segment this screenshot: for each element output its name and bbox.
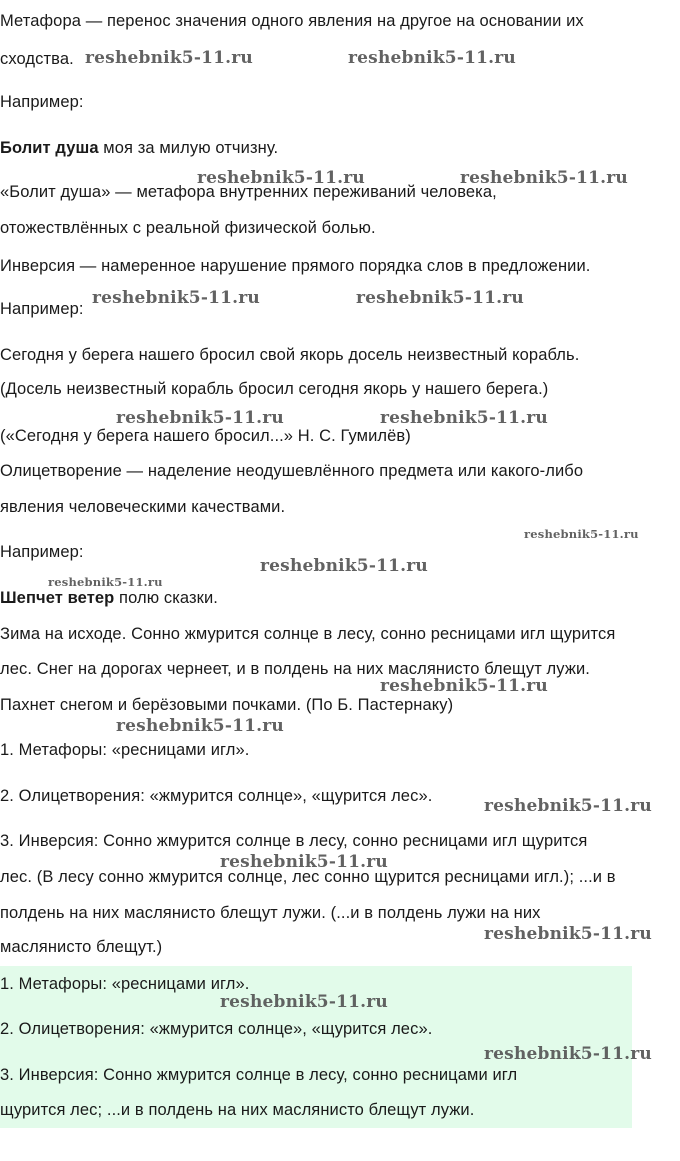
metaphor-example-rest: моя за милую отчизну. — [98, 139, 279, 157]
personification-example — [0, 588, 218, 608]
watermark: reshebnik5-11.ru — [220, 852, 388, 872]
personification-definition-line-1: Олицетворение — наделение неодушевлённого предмета или какого-либо — [0, 462, 584, 480]
metaphor-explanation-line-2: отожествлённых с реальной физической болью. — [0, 219, 376, 237]
watermark: reshebnik5-11.ru — [348, 48, 516, 68]
personification-definition-line-2: явления человеческими качествами. — [0, 498, 286, 516]
analysis-item-inversion-line-3: полдень на них маслянисто блещут лужи. (...и в полдень лужи на них — [0, 904, 541, 922]
watermark: reshebnik5-11.ru — [356, 288, 524, 308]
answer-item-inversion-line-2: щурится лес; ...и в полдень на них маслянисто блещут лужи. — [0, 1101, 475, 1119]
personification-example-rest: полю сказки. — [114, 589, 218, 607]
inversion-definition: Инверсия — намеренное нарушение прямого порядка слов в предложении. — [0, 257, 591, 275]
analysis-item-inversion-line-2: лес. (В лесу сонно жмурится солнце, лес сонно щурится ресницами игл.); ...и в — [0, 868, 616, 886]
watermark: reshebnik5-11.ru — [260, 556, 428, 576]
analysis-item-inversion-line-4: маслянисто блещут.) — [0, 938, 163, 956]
metaphor-definition-line-2: сходства. — [0, 50, 74, 68]
metaphor-definition-line-1: Метафора — перенос значения одного явления на другое на основании их — [0, 12, 584, 30]
watermark: reshebnik5-11.ru — [48, 575, 163, 589]
watermark: reshebnik5-11.ru — [484, 924, 652, 944]
metaphor-example-bold: Болит душа — [0, 139, 99, 157]
example-label: Например: — [0, 93, 84, 111]
example-label: Например: — [0, 543, 84, 561]
metaphor-example — [0, 138, 278, 158]
watermark: reshebnik5-11.ru — [92, 288, 260, 308]
inversion-example: Сегодня у берега нашего бросил свой якорь досель неизвестный корабль. — [0, 346, 580, 364]
source-text-line-2: лес. Снег на дорогах чернеет, и в полдень на них маслянисто блещут лужи. — [0, 660, 590, 678]
example-label: Например: — [0, 300, 84, 318]
watermark: reshebnik5-11.ru — [380, 676, 548, 696]
inversion-source: («Сегодня у берега нашего бросил...» Н. С. Гумилёв) — [0, 427, 411, 445]
watermark: reshebnik5-11.ru — [524, 527, 639, 541]
watermark: reshebnik5-11.ru — [116, 716, 284, 736]
watermark: reshebnik5-11.ru — [380, 408, 548, 428]
inversion-direct-order: (Досель неизвестный корабль бросил сегодня якорь у нашего берега.) — [0, 380, 549, 398]
watermark: reshebnik5-11.ru — [460, 168, 628, 188]
watermark: reshebnik5-11.ru — [197, 168, 365, 188]
answer-item-inversion-line-1: 3. Инверсия: Сонно жмурится солнце в лесу, сонно ресницами игл — [0, 1066, 518, 1084]
watermark: reshebnik5-11.ru — [484, 1044, 652, 1064]
answer-item-metaphors: 1. Метафоры: «ресницами игл». — [0, 975, 250, 993]
analysis-item-personifications: 2. Олицетворения: «жмурится солнце», «щурится лес». — [0, 787, 433, 805]
source-text-line-3: Пахнет снегом и берёзовыми почками. (По Б. Пастернаку) — [0, 696, 454, 714]
watermark: reshebnik5-11.ru — [484, 796, 652, 816]
watermark: reshebnik5-11.ru — [85, 48, 253, 68]
watermark: reshebnik5-11.ru — [116, 408, 284, 428]
personification-example-bold: Шепчет ветер — [0, 589, 115, 607]
answer-item-personifications: 2. Олицетворения: «жмурится солнце», «щурится лес». — [0, 1020, 433, 1038]
metaphor-explanation-line-1: «Болит душа» — метафора внутренних переживаний человека, — [0, 183, 497, 201]
source-text-line-1: Зима на исходе. Сонно жмурится солнце в лесу, сонно ресницами игл щурится — [0, 625, 616, 643]
watermark: reshebnik5-11.ru — [220, 992, 388, 1012]
analysis-item-inversion-line-1: 3. Инверсия: Сонно жмурится солнце в лесу, сонно ресницами игл щурится — [0, 832, 588, 850]
analysis-item-metaphors: 1. Метафоры: «ресницами игл». — [0, 741, 250, 759]
